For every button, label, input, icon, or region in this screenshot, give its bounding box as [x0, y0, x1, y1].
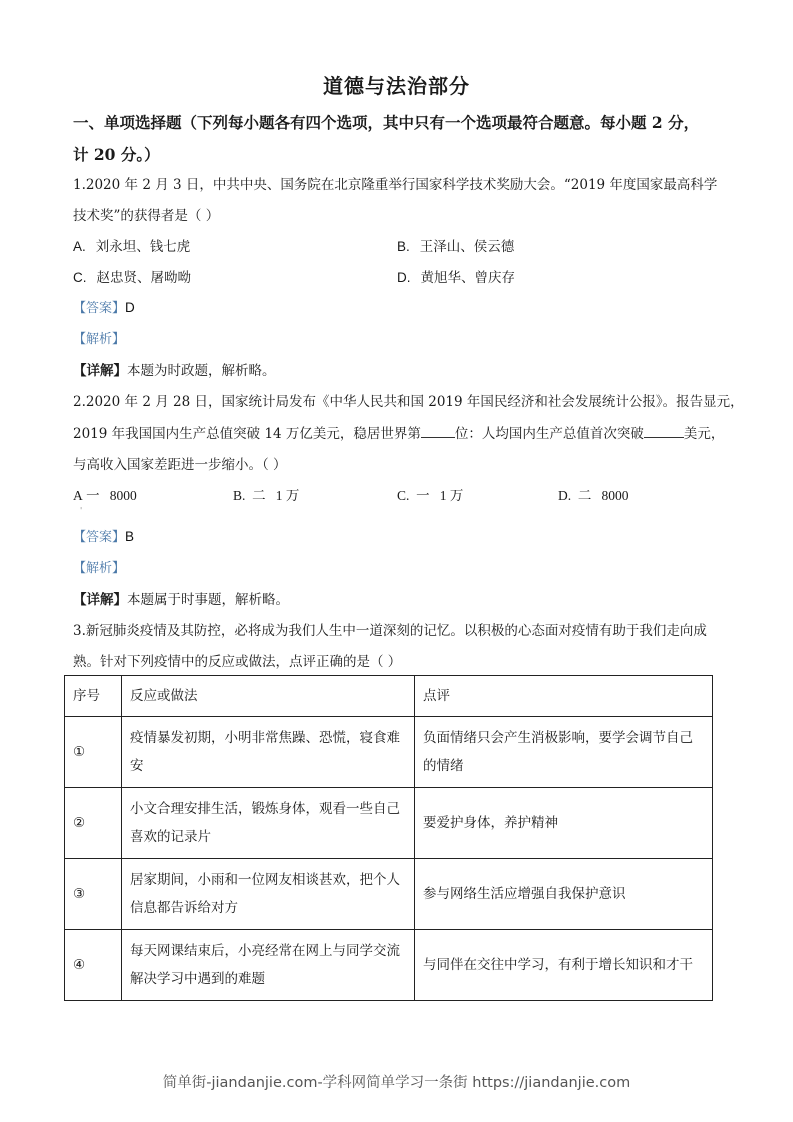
q3-stem-line2: 熟。针对下列疫情中的反应或做法，点评正确的是（ ）	[73, 654, 402, 670]
cell-line: 小文合理安排生活，锻炼身体，观看一些自己	[130, 801, 400, 817]
row-action	[122, 788, 415, 859]
option-label: D.	[397, 270, 411, 285]
table-row	[65, 788, 713, 859]
row-action	[122, 930, 415, 1001]
q2-option-d	[558, 484, 629, 504]
page-title: 道德与法治部分	[323, 74, 470, 98]
option-text: 黄旭华、曾庆存	[420, 270, 515, 286]
fill-blank-1	[421, 425, 455, 438]
q2-stem-line1: 2.2020 年 2 月 28 日，国家统计局发布《中华人民共和国 2019 年国民经济和社会发展统计公报》。报告显元，	[73, 394, 744, 410]
option-label: D.	[558, 488, 572, 503]
option-label: A.	[73, 239, 86, 254]
option-text: 王泽山、侯云德	[419, 239, 515, 255]
option-label: C.	[397, 488, 410, 503]
cell-line: 解决学习中遇到的难题	[130, 971, 265, 987]
q1-analysis-tag: 【解析】	[73, 332, 126, 347]
header-cell-action: 反应或做法	[122, 676, 415, 717]
q2-option-b	[233, 484, 299, 504]
fill-blank-2	[644, 425, 684, 438]
answer-tag: 【答案】	[73, 530, 126, 545]
table-row	[65, 717, 713, 788]
q1-detail	[73, 359, 276, 379]
q2-detail	[73, 588, 289, 608]
stem-text: 美元，	[683, 426, 725, 442]
q2-answer	[73, 526, 134, 545]
q2-option-c	[397, 484, 463, 504]
header-cell-no: 序号	[65, 676, 122, 717]
option-text: 刘永坦、钱七虎	[95, 239, 191, 255]
page-footer-watermark: 简单街-jiandanjie.com-学科网简单学习一条街 https://jiandanjie.com	[162, 1075, 631, 1091]
stem-text: 位：人均国内生产总值首次突破	[454, 426, 644, 442]
cell-line: 信息都告诉给对方	[130, 900, 238, 916]
stem-text: 2019 年我国国内生产总值突破 14 万亿美元，稳居世界第	[73, 426, 421, 442]
q2-analysis-tag: 【解析】	[73, 561, 126, 576]
q1-stem-line1: 1.2020 年 2 月 3 日，中共中央、国务院在北京隆重举行国家科学技术奖励大会。“2019 年度国家最高科学	[73, 177, 718, 193]
q1-option-b	[397, 235, 514, 255]
row-no: ①	[65, 717, 122, 788]
option-label: B.	[397, 239, 410, 254]
row-comment: 与同伴在交往中学习，有利于增长知识和才干	[415, 930, 713, 1001]
row-no: ②	[65, 788, 122, 859]
q1-option-c	[73, 266, 191, 286]
option-text: 赵忠贤、屠呦呦	[96, 270, 191, 286]
table-row	[65, 859, 713, 930]
detail-tag: 【详解】	[73, 363, 127, 379]
option-text: 一 8000	[86, 488, 137, 503]
option-label: A	[73, 488, 83, 503]
cell-line: 安	[130, 758, 144, 774]
q3-table	[64, 675, 713, 1001]
option-label: C.	[73, 270, 87, 285]
q2-stem-line2	[73, 422, 724, 442]
header-cell-comment: 点评	[415, 676, 713, 717]
option-text: 二 1 万	[252, 488, 300, 503]
answer-value: D	[125, 300, 135, 315]
q3-stem-line1: 3.新冠肺炎疫情及其防控，必将成为我们人生中一道深刻的记忆。以积极的心态面对疫情有助于我们走向成	[73, 623, 707, 639]
detail-text: 本题属于时事题，解析略。	[127, 592, 289, 608]
option-text: 一 1 万	[416, 488, 464, 503]
row-no: ④	[65, 930, 122, 1001]
q1-option-a	[73, 235, 190, 255]
stray-mark: '	[80, 506, 83, 515]
cell-line: 负面情绪只会产生消极影响，要学会调节自己	[423, 730, 693, 746]
cell-line: 居家期间，小雨和一位网友相谈甚欢，把个人	[130, 872, 400, 888]
section-heading-line1: 一、单项选择题（下列每小题各有四个选项，其中只有一个选项最符合题意。每小题 2 分，	[73, 113, 700, 132]
row-no: ③	[65, 859, 122, 930]
cell-line: 的情绪	[423, 758, 464, 774]
option-label: B.	[233, 488, 246, 503]
answer-tag: 【答案】	[73, 301, 126, 316]
row-comment	[415, 717, 713, 788]
table-header-row	[65, 676, 713, 717]
detail-text: 本题为时政题，解析略。	[127, 363, 276, 379]
cell-line: 喜欢的记录片	[130, 829, 211, 845]
cell-line: 疫情暴发初期，小明非常焦躁、恐慌，寝食难	[130, 730, 400, 746]
row-comment: 参与网络生活应增强自我保护意识	[415, 859, 713, 930]
q2-option-a	[73, 484, 137, 504]
answer-value: B	[125, 529, 135, 544]
option-text: 二 8000	[577, 488, 629, 503]
cell-line: 每天网课结束后，小亮经常在网上与同学交流	[130, 943, 400, 959]
row-action	[122, 859, 415, 930]
row-action	[122, 717, 415, 788]
q2-stem-line3: 与高收入国家差距进一步缩小。（ ）	[73, 457, 287, 473]
row-comment: 要爱护身体，养护精神	[415, 788, 713, 859]
table-row	[65, 930, 713, 1001]
q1-option-d	[397, 266, 515, 286]
section-heading-line2: 计 20 分。）	[73, 145, 160, 164]
detail-tag: 【详解】	[73, 592, 127, 608]
q1-answer	[73, 297, 135, 316]
q1-stem-line2: 技术奖”的获得者是（ ）	[73, 208, 220, 224]
